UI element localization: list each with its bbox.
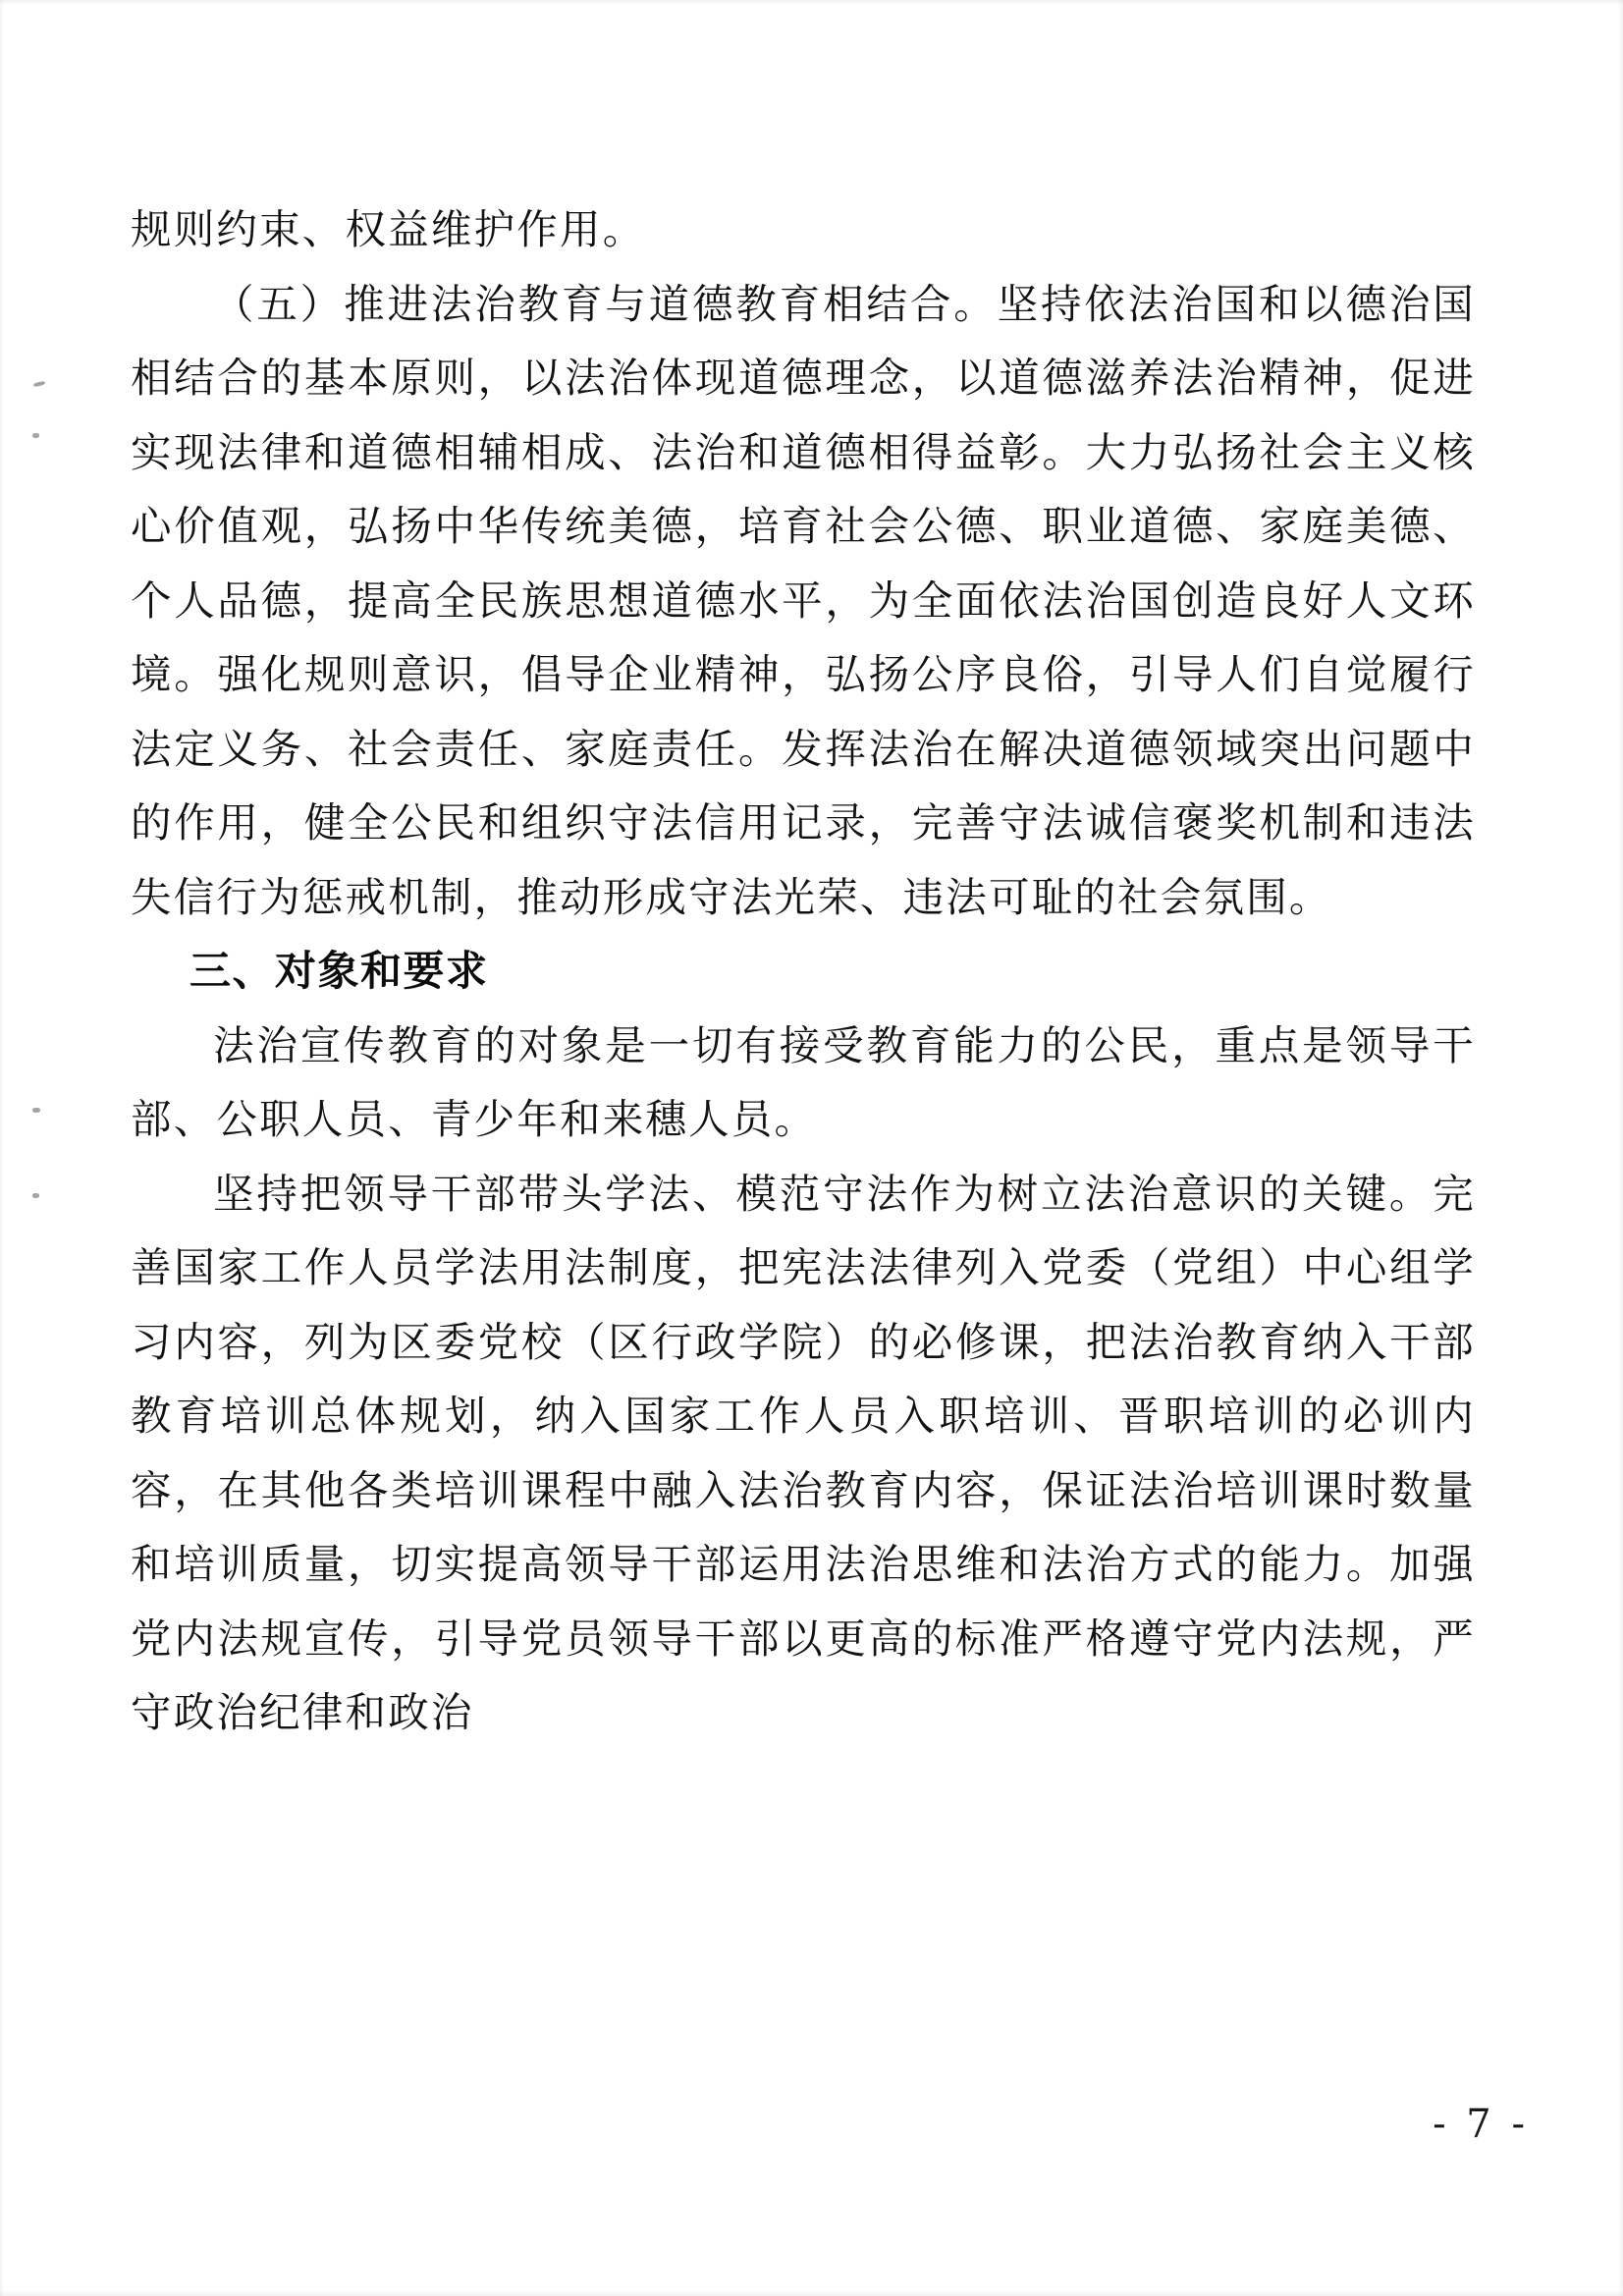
paragraph-item-five: （五）推进法治教育与道德教育相结合。坚持依法治国和以德治国相结合的基本原则，以法治体现道德理念，以道德滋养法治精神，促进实现法律和道德相辅相成、法治和道德相得益彰。大力弘扬社会主义核心价值观，弘扬中华传统美德，培育社会公德、职业道德、家庭美德、个人品德，提高全民族思想道德水平，为全面依法治国创造良好人文环境。强化规则意识，倡导企业精神，弘扬公序良俗，引导人们自觉履行法定义务、社会责任、家庭责任。发挥法治在解决道德领域突出问题中的作用，健全公民和组织守法信用记录，完善守法诚信褒奖机制和违法失信行为惩戒机制，推动形成守法光荣、违法可耻的社会氛围。 (131, 279, 1476, 921)
scan-edge-bottom (0, 2290, 1623, 2296)
section-heading-three: 三、对象和要求 (189, 947, 489, 995)
document-body (131, 192, 1476, 1750)
scan-speck-artifact (32, 1193, 39, 1198)
scan-speck-artifact (32, 1108, 40, 1113)
scan-edge-left (0, 0, 4, 2296)
paragraph-continuation: 规则约束、权益维护作用。 (131, 205, 646, 253)
paragraph-leading-cadres: 坚持把领导干部带头学法、模范守法作为树立法治意识的关键。完善国家工作人员学法用法制度，把宪法法律列入党委（党组）中心组学习内容，列为区委党校（区行政学院）的必修课，把法治教育纳入干部教育培训总体规划，纳入国家工作人员入职培训、晋职培训的必训内容，在其他各类培训课程中融入法治教育内容，保证法治培训课时数量和培训质量，切实提高领导干部运用法治思维和法治方式的能力。加强党内法规宣传，引导党员领导干部以更高的标准严格遵守党内法规，严守政治纪律和政治 (131, 1169, 1476, 1736)
paragraph-education-objects: 法治宣传教育的对象是一切有接受教育能力的公民，重点是领导干部、公职人员、青少年和来穗人员。 (131, 1020, 1476, 1143)
scan-speck-artifact (32, 433, 39, 438)
page-number: - 7 - (1433, 2102, 1529, 2147)
scan-speck-artifact (33, 381, 46, 388)
scan-edge-right (1618, 0, 1623, 2296)
scan-edge-top (0, 0, 1623, 5)
